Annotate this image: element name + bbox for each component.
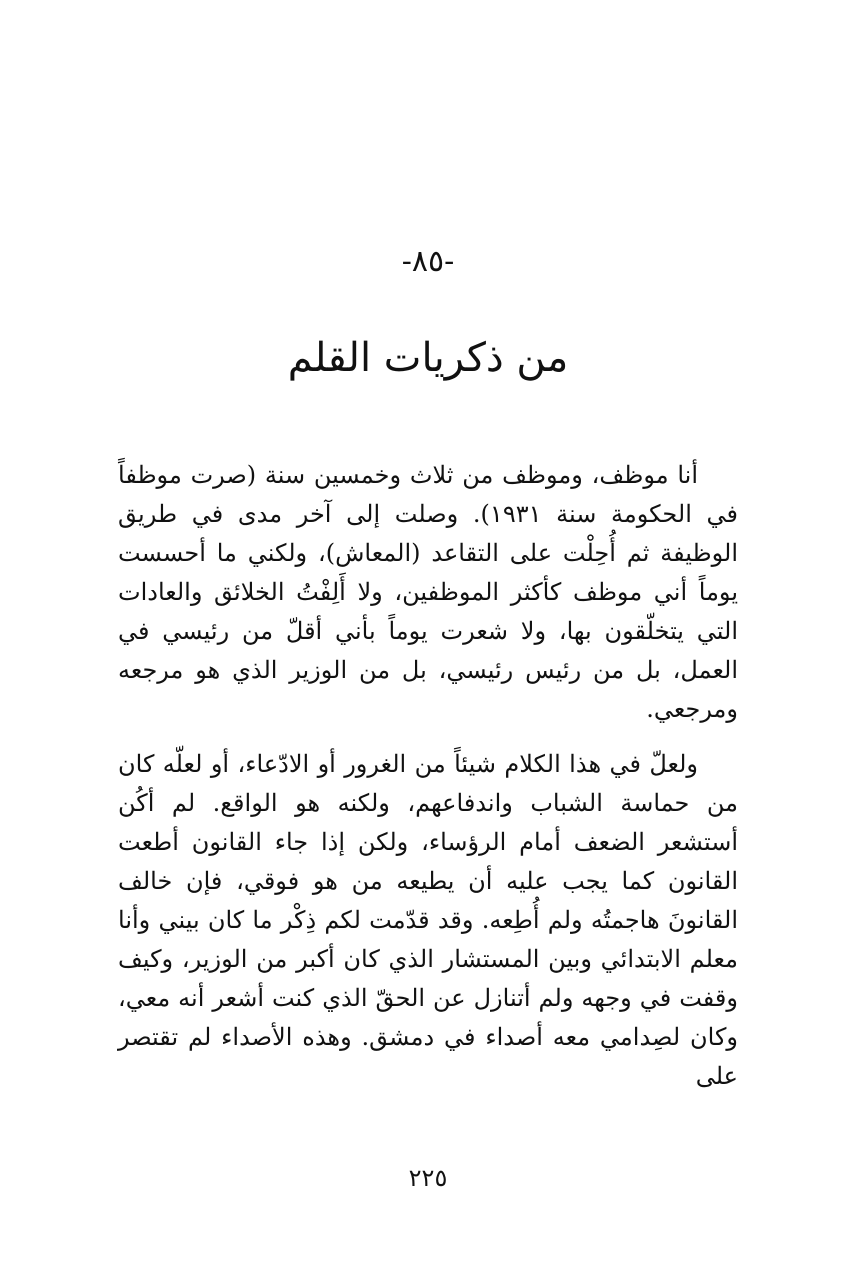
chapter-title: من ذكريات القلم (287, 335, 569, 381)
paragraph-2: ولعلّ في هذا الكلام شيئاً من الغرور أو الادّعاء، أو لعلّه كان من حماسة الشباب واندفاعهم، ولكنه هو الواقع. لم أكُن أستشعر الضعف أمام الرؤساء، ولكن إذا جاء القانون أطعت القانون كما يجب عليه أن يطيعه من هو فوقي، فإن خالف القانونَ هاجمتُه ولم أُطِعه. وقد قدّمت لكم ذِكْر ما كان بيني وأنا معلم الابتدائي وبين المستشار الذي كان أكبر من الوزير، وكيف وقفت في وجهه ولم أتنازل عن الحقّ الذي كنت أشعر أنه معي، وكان لصِدامي معه أصداء في دمشق. وهذه الأصداء لم تقتصر على (118, 750, 738, 1090)
page-number: ٢٢٥ (408, 1164, 448, 1192)
paragraph-1: أنا موظف، وموظف من ثلاث وخمسين سنة (صرت موظفاً في الحكومة سنة ١٩٣١). وصلت إلى آخر مدى في طريق الوظيفة ثم أُحِلْت على التقاعد (المعاش)، ولكني ما أحسست يوماً أني موظف كأكثر الموظفين، ولا أَلِفْتُ الخلائق والعادات التي يتخلّقون بها، ولا شعرت يوماً بأني أقلّ من رئيسي في العمل، بل من رئيس رئيسي، بل من الوزير الذي هو مرجعه ومرجعي. (118, 461, 739, 723)
chapter-number: -٨٥- (401, 244, 455, 279)
body-text (118, 456, 738, 1112)
